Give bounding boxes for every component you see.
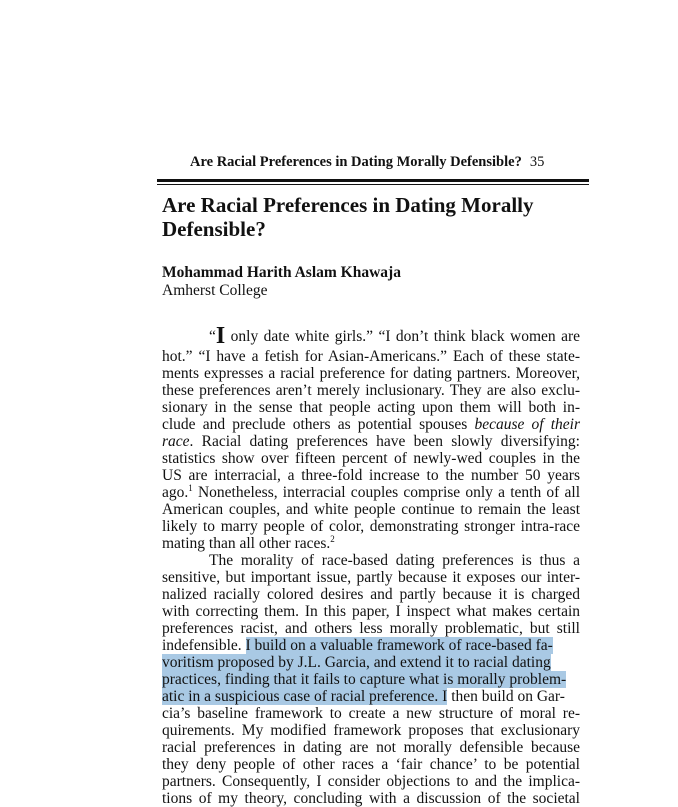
author-name: Mohammad Harith Aslam Khawaja bbox=[162, 264, 401, 281]
paragraph-2-line: nalized racially colored desires and partly because it is charged bbox=[162, 586, 580, 603]
paragraph-2-line-6-a: indefensible. bbox=[162, 637, 246, 654]
article-title bbox=[162, 193, 582, 241]
running-head bbox=[190, 154, 588, 171]
paragraph-1-line-10-b: Nonetheless, interracial couples comprise only a tenth of all bbox=[192, 484, 580, 501]
paragraph-1-line bbox=[162, 535, 335, 552]
paragraph-2-line bbox=[162, 671, 566, 688]
paragraph-1-line: sionary in the sense that people acting upon them will both in- bbox=[162, 399, 580, 416]
footnote-ref-1[interactable]: 1 bbox=[188, 483, 193, 493]
paragraph-1-line: American couples, and white people continue to remain the least bbox=[162, 501, 580, 518]
paragraph-2-line: quirements. My modified framework proposes that exclusionary bbox=[162, 722, 580, 739]
paragraph-1-line-13-a: mating than all other races. bbox=[162, 535, 331, 552]
paragraph-2-line-9-b: then build on Gar- bbox=[447, 688, 565, 705]
page-number: 35 bbox=[529, 154, 545, 170]
paragraph-1-line: ments expresses a racial preference for dating partners. Moreover, bbox=[162, 365, 580, 382]
paragraph-1-line: statistics show over fifteen percent of newly-wed couples in the bbox=[162, 450, 580, 467]
paragraph-2-line: partners. Consequently, I consider objections to and the implica- bbox=[162, 773, 580, 790]
paragraph-1-line-6-text: clude and preclude others as potential spouses bbox=[162, 416, 468, 433]
drop-cap: I bbox=[215, 323, 226, 349]
paragraph-1-line bbox=[162, 416, 580, 433]
paragraph-1-line-1-text: only date white girls.” “I don’t think black women are bbox=[225, 328, 580, 345]
paragraph-1-line: hot.” “I have a fetish for Asian-Americans.” Each of these state- bbox=[162, 348, 580, 365]
paragraph-1-line bbox=[162, 433, 580, 450]
author-affiliation: Amherst College bbox=[162, 282, 268, 299]
paragraph-1-line bbox=[162, 484, 580, 501]
highlighted-text[interactable]: I build on a valuable framework of race-based fa- bbox=[245, 637, 553, 654]
paragraph-2-line: The morality of race-based dating preferences is thus a bbox=[209, 552, 580, 569]
article-title-line-2: Defensible? bbox=[162, 217, 266, 241]
highlighted-text[interactable]: practices, finding that it fails to capture what is morally problem- bbox=[162, 671, 567, 688]
highlighted-text[interactable]: voritism proposed by J.L. Garcia, and extend it to racial dating bbox=[162, 654, 551, 671]
running-head-title: Are Racial Preferences in Dating Morally Defensible? bbox=[190, 154, 522, 170]
paragraph-2-line: tions of my theory, concluding with a discussion of the societal bbox=[162, 790, 580, 807]
paragraph-2-line: cia’s baseline framework to create a new structure of moral re- bbox=[162, 705, 580, 722]
header-rule-thick bbox=[157, 179, 589, 182]
header-rule-thin bbox=[157, 184, 589, 185]
paragraph-1-line: likely to marry people of color, demonstrating stronger intra-race bbox=[162, 518, 580, 535]
paragraph-2-line: with correcting them. In this paper, I inspect what makes certain bbox=[162, 603, 580, 620]
paragraph-1-line: these preferences aren’t merely inclusionary. They are also exclu- bbox=[162, 382, 580, 399]
paragraph-2-line bbox=[162, 654, 551, 671]
paragraph-1-line-7-text: . Racial dating preferences have been slowly diversifying: bbox=[189, 433, 580, 450]
paragraph-2-line: they deny people of other races a ‘fair chance’ to be potential bbox=[162, 756, 580, 773]
article-title-line-1: Are Racial Preferences in Dating Morally bbox=[162, 193, 534, 217]
paragraph-2-line: sensitive, but important issue, partly because it exposes our inter- bbox=[162, 569, 580, 586]
highlighted-text[interactable]: atic in a suspicious case of racial preference. I bbox=[162, 688, 448, 705]
italic-phrase: because of their bbox=[474, 416, 580, 433]
paragraph-1-line: US are interracial, a three-fold increase to the number 50 years bbox=[162, 467, 580, 484]
paragraph-1-line-10-a: ago. bbox=[162, 484, 189, 501]
italic-word: race bbox=[162, 433, 190, 450]
paragraph-2-line: preferences racist, and others less morally problematic, but still bbox=[162, 620, 580, 637]
paragraph-2-line bbox=[162, 688, 565, 705]
opening-quote: “ bbox=[209, 328, 216, 345]
paragraph-2-line bbox=[162, 637, 553, 654]
footnote-ref-2[interactable]: 2 bbox=[330, 534, 335, 544]
paragraph-2-line: racial preferences in dating are not morally defensible because bbox=[162, 739, 580, 756]
paragraph-1-line bbox=[209, 323, 580, 349]
